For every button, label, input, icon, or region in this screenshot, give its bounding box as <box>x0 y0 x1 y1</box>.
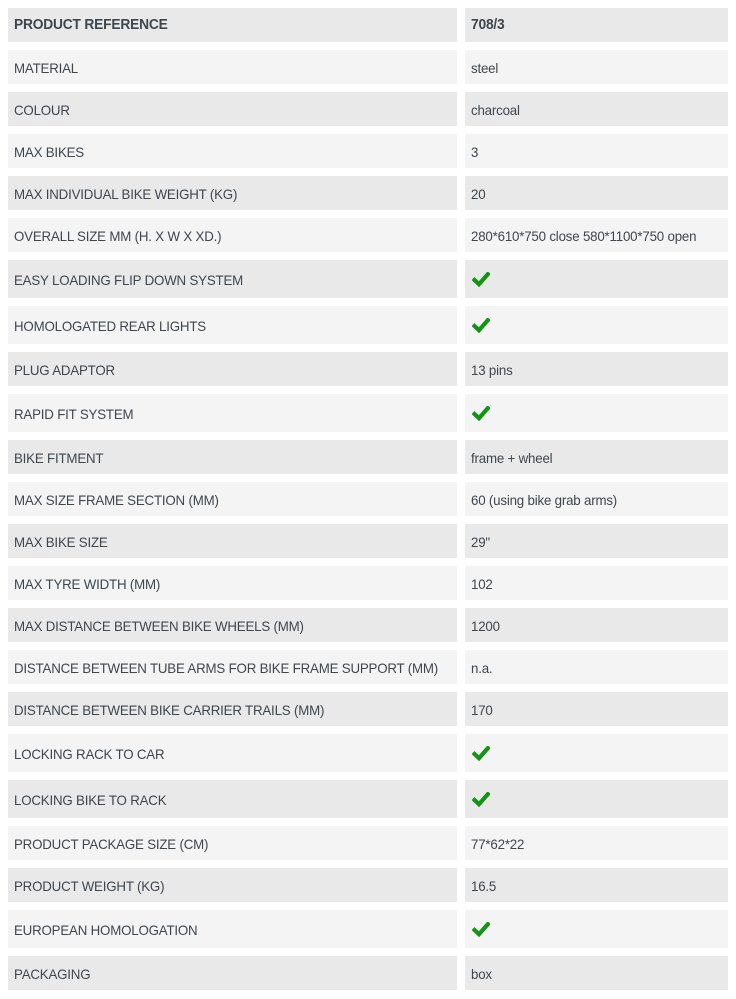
spec-label-cell <box>8 50 457 84</box>
spec-label: MAX BIKES <box>14 143 84 160</box>
spec-label-cell <box>8 650 457 684</box>
spec-value: n.a. <box>471 659 493 676</box>
spec-label-cell <box>8 734 457 772</box>
spec-label: PRODUCT WEIGHT (KG) <box>14 877 165 894</box>
spec-label: MAX TYRE WIDTH (MM) <box>14 575 161 592</box>
spec-label-cell <box>8 868 457 902</box>
check-icon <box>472 406 490 421</box>
check-icon <box>472 272 490 287</box>
table-row <box>8 92 728 126</box>
table-row <box>8 440 728 474</box>
spec-value: 280*610*750 close 580*1100*750 open <box>471 227 697 244</box>
spec-label-cell <box>8 134 457 168</box>
spec-value-cell <box>465 306 728 344</box>
spec-value: 60 (using bike grab arms) <box>471 491 618 508</box>
spec-label-cell <box>8 394 457 432</box>
spec-value-cell <box>465 218 728 252</box>
spec-value-cell <box>465 176 728 210</box>
spec-value-cell <box>465 482 728 516</box>
spec-value: 708/3 <box>471 17 505 34</box>
spec-label: MAX INDIVIDUAL BIKE WEIGHT (KG) <box>14 185 238 202</box>
spec-label: MAX SIZE FRAME SECTION (MM) <box>14 491 219 508</box>
spec-label: OVERALL SIZE MM (H. X W X XD.) <box>14 227 222 244</box>
spec-label: LOCKING RACK TO CAR <box>14 745 165 762</box>
check-icon <box>472 922 490 937</box>
table-row <box>8 394 728 432</box>
spec-value: 102 <box>471 575 493 592</box>
spec-label: MAX DISTANCE BETWEEN BIKE WHEELS (MM) <box>14 617 304 634</box>
table-row <box>8 566 728 600</box>
table-row <box>8 608 728 642</box>
spec-value-cell <box>465 524 728 558</box>
table-row <box>8 134 728 168</box>
spec-value-cell <box>465 826 728 860</box>
spec-value-cell <box>465 92 728 126</box>
table-row <box>8 50 728 84</box>
spec-value-cell <box>465 608 728 642</box>
table-row <box>8 352 728 386</box>
spec-label: BIKE FITMENT <box>14 449 104 466</box>
spec-value: charcoal <box>471 101 520 118</box>
spec-label: PLUG ADAPTOR <box>14 361 115 378</box>
spec-value-cell <box>465 566 728 600</box>
table-row <box>8 734 728 772</box>
spec-label: COLOUR <box>14 101 70 118</box>
spec-label: PACKAGING <box>14 965 91 982</box>
spec-value-cell <box>465 956 728 990</box>
table-row <box>8 826 728 860</box>
spec-value-cell <box>465 780 728 818</box>
spec-label: EASY LOADING FLIP DOWN SYSTEM <box>14 271 244 288</box>
spec-label-cell <box>8 524 457 558</box>
check-icon <box>472 746 490 761</box>
table-row <box>8 306 728 344</box>
table-row <box>8 956 728 990</box>
spec-label: MATERIAL <box>14 59 79 76</box>
product-spec-table <box>8 8 728 990</box>
spec-label-cell <box>8 8 457 42</box>
spec-label: DISTANCE BETWEEN TUBE ARMS FOR BIKE FRAME SUPPORT (MM) <box>14 659 439 676</box>
spec-label-cell <box>8 352 457 386</box>
spec-label: HOMOLOGATED REAR LIGHTS <box>14 317 206 334</box>
spec-value: 3 <box>471 143 479 160</box>
table-row <box>8 910 728 948</box>
spec-value-cell <box>465 910 728 948</box>
table-row <box>8 780 728 818</box>
spec-value: 13 pins <box>471 361 513 378</box>
spec-label-cell <box>8 176 457 210</box>
spec-value-cell <box>465 650 728 684</box>
spec-value-cell <box>465 134 728 168</box>
spec-label: PRODUCT REFERENCE <box>14 17 168 34</box>
spec-value-cell <box>465 734 728 772</box>
spec-value-cell <box>465 50 728 84</box>
spec-value: steel <box>471 59 499 76</box>
spec-label: MAX BIKE SIZE <box>14 533 108 550</box>
table-row <box>8 8 728 42</box>
check-icon <box>472 792 490 807</box>
spec-label-cell <box>8 260 457 298</box>
spec-value: frame + wheel <box>471 449 553 466</box>
table-row <box>8 692 728 726</box>
spec-label-cell <box>8 218 457 252</box>
spec-value: 16.5 <box>471 877 497 894</box>
spec-label-cell <box>8 956 457 990</box>
spec-value-cell <box>465 692 728 726</box>
table-row <box>8 868 728 902</box>
spec-value: 1200 <box>471 617 500 634</box>
spec-value: 77*62*22 <box>471 835 525 852</box>
spec-label-cell <box>8 92 457 126</box>
spec-label: DISTANCE BETWEEN BIKE CARRIER TRAILS (MM) <box>14 701 325 718</box>
table-row <box>8 650 728 684</box>
table-row <box>8 482 728 516</box>
spec-label: PRODUCT PACKAGE SIZE (CM) <box>14 835 209 852</box>
table-row <box>8 260 728 298</box>
spec-label: RAPID FIT SYSTEM <box>14 405 134 422</box>
spec-label-cell <box>8 440 457 474</box>
spec-label: LOCKING BIKE TO RACK <box>14 791 167 808</box>
spec-value: box <box>471 965 492 982</box>
spec-label-cell <box>8 566 457 600</box>
spec-value: 20 <box>471 185 486 202</box>
table-row <box>8 524 728 558</box>
spec-value-cell <box>465 260 728 298</box>
table-row <box>8 218 728 252</box>
spec-value-cell <box>465 394 728 432</box>
spec-label-cell <box>8 306 457 344</box>
spec-label: EUROPEAN HOMOLOGATION <box>14 921 198 938</box>
spec-label-cell <box>8 780 457 818</box>
spec-label-cell <box>8 826 457 860</box>
spec-label-cell <box>8 910 457 948</box>
table-row <box>8 176 728 210</box>
spec-value: 170 <box>471 701 493 718</box>
spec-label-cell <box>8 482 457 516</box>
spec-value-cell <box>465 8 728 42</box>
spec-value: 29" <box>471 533 490 550</box>
spec-label-cell <box>8 608 457 642</box>
spec-value-cell <box>465 352 728 386</box>
spec-label-cell <box>8 692 457 726</box>
spec-value-cell <box>465 868 728 902</box>
spec-value-cell <box>465 440 728 474</box>
check-icon <box>472 318 490 333</box>
